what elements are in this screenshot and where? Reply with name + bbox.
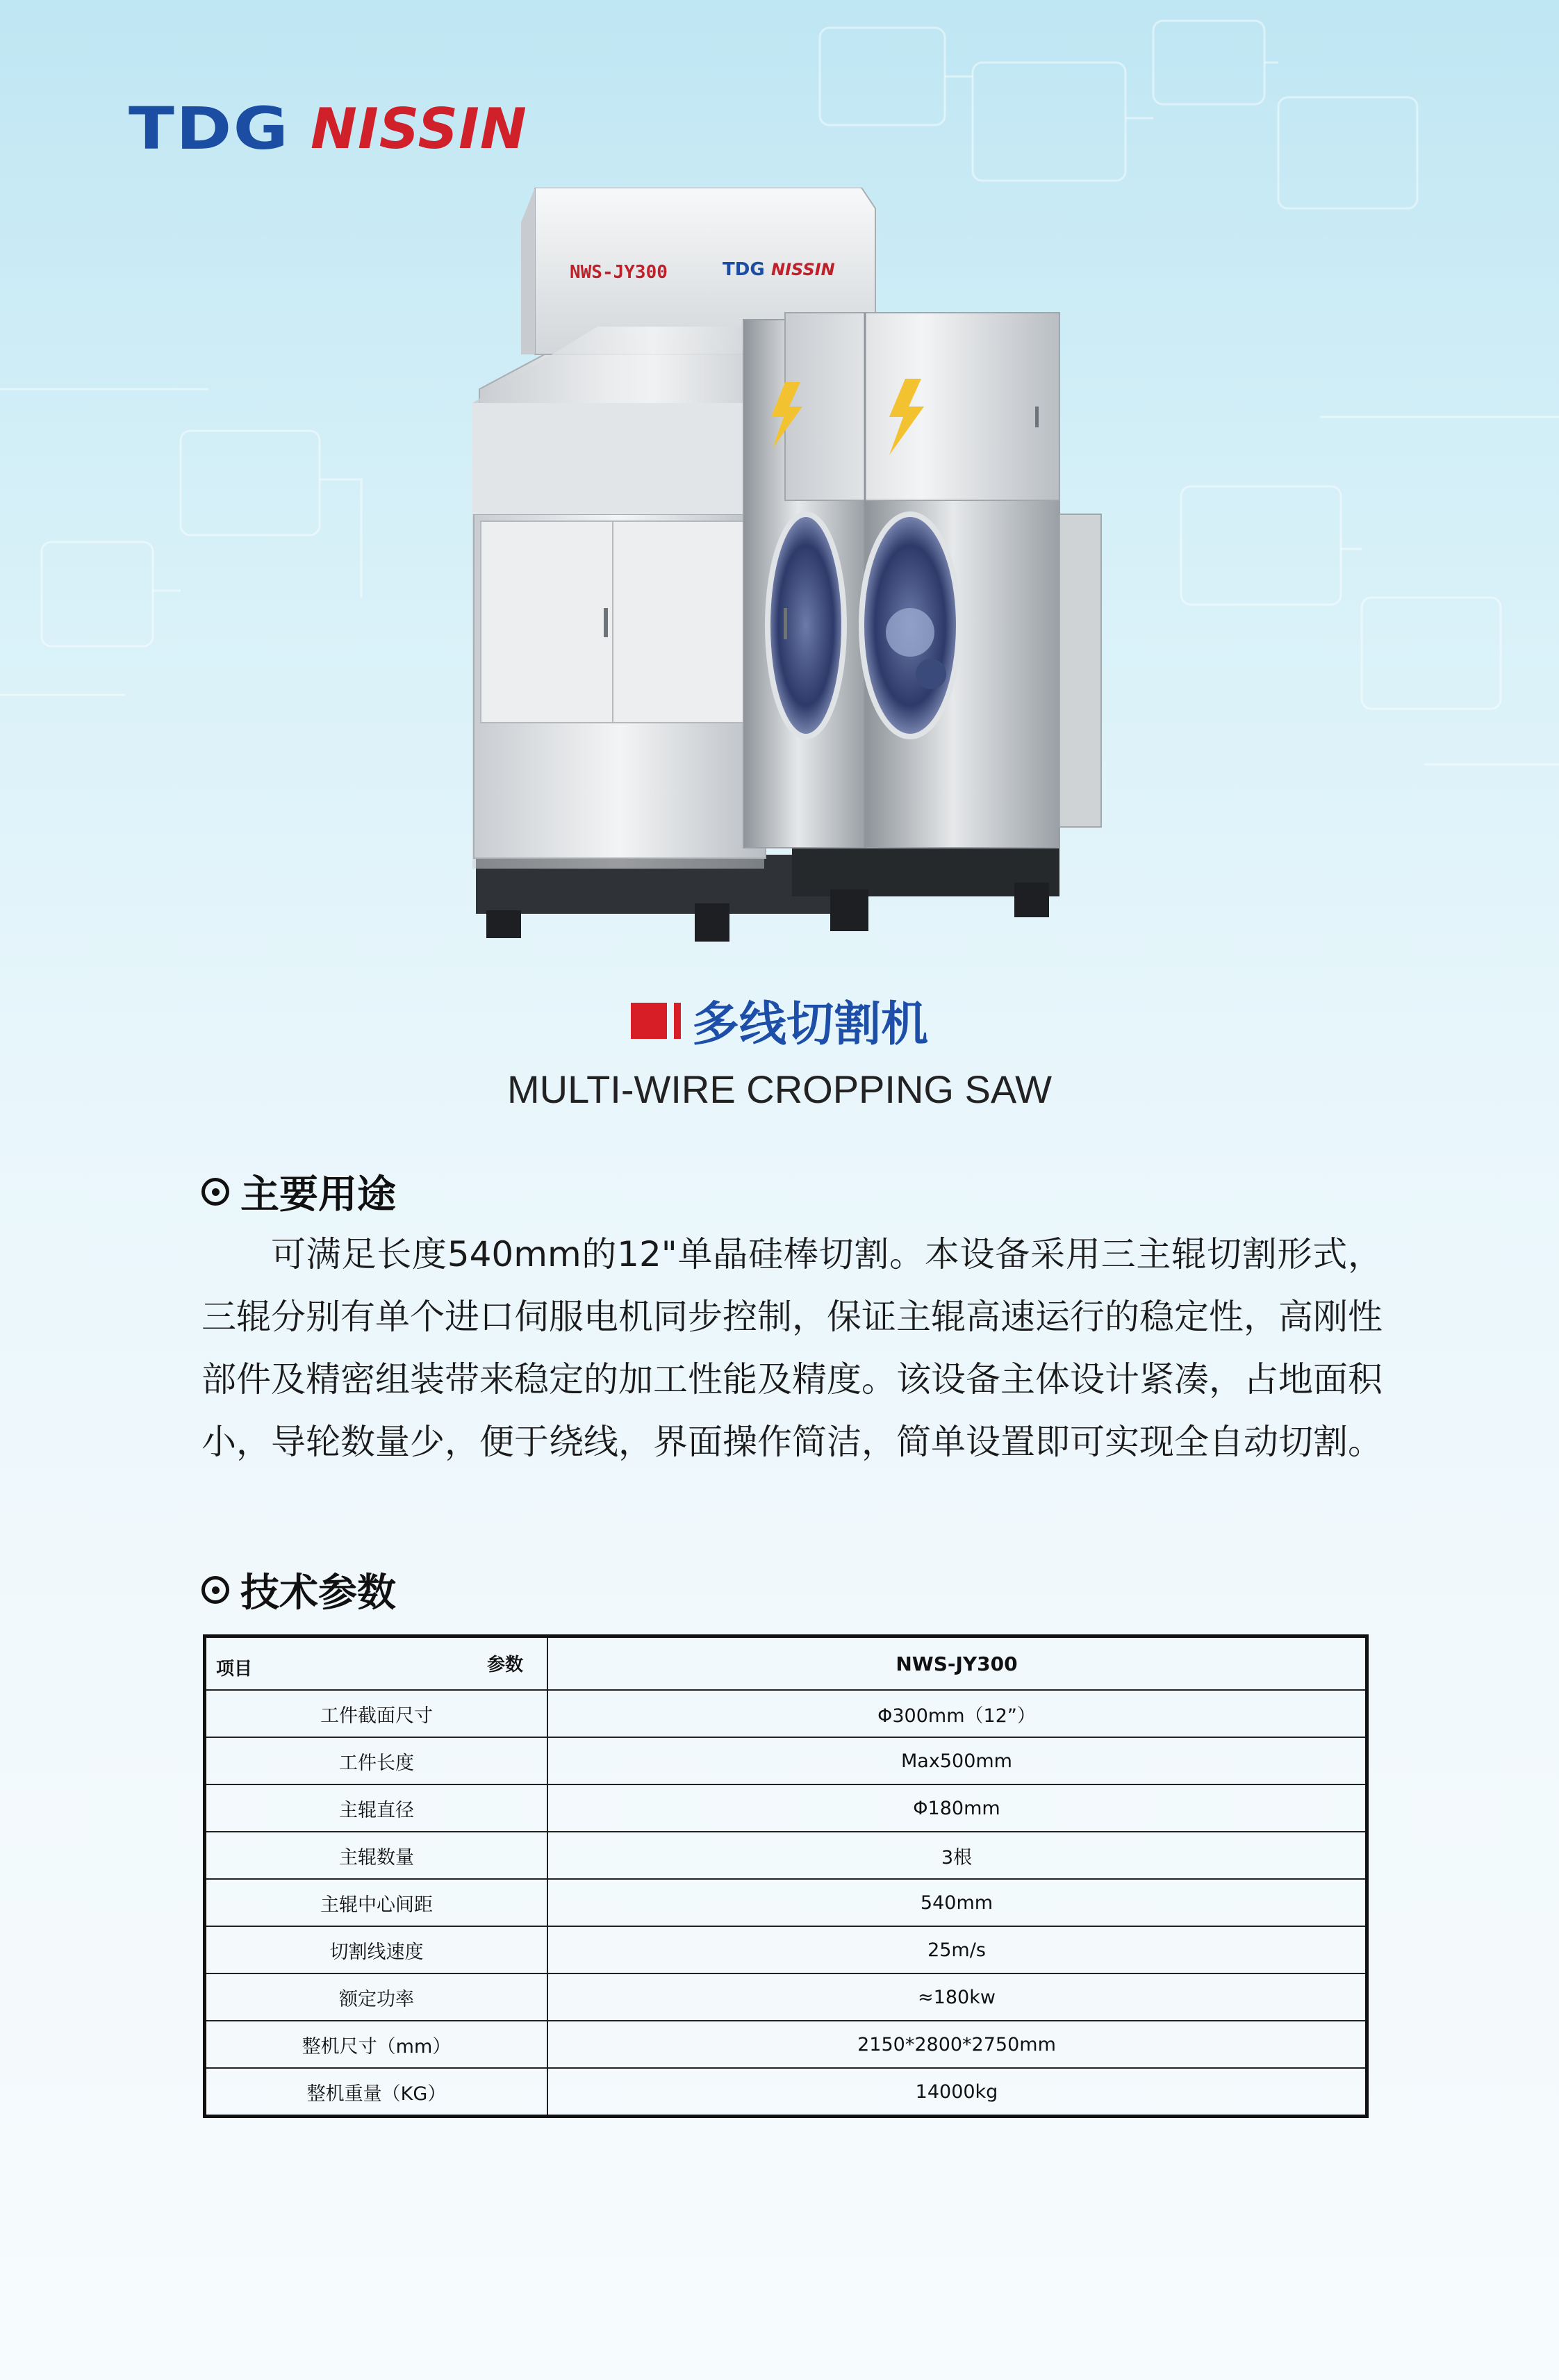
spec-value: Φ300mm（12”） bbox=[547, 1690, 1367, 1737]
spec-value: Max500mm bbox=[547, 1737, 1367, 1784]
title-red-square bbox=[631, 1003, 667, 1039]
header-item-param-cell bbox=[205, 1636, 548, 1691]
usage-heading bbox=[201, 1164, 396, 1220]
brand-logo bbox=[129, 95, 527, 163]
spec-label: 工件截面尺寸 bbox=[205, 1690, 548, 1737]
spec-table-header bbox=[205, 1636, 1367, 1691]
usage-paragraph: 可满足长度540mm的12"单晶硅棒切割。本设备采用三主辊切割形式，三辊分别有单个进口伺服电机同步控制，保证主辊高速运行的稳定性，高刚性部件及精密组装带来稳定的加工性能及精度。该设备主体设计紧凑，占地面积小，导轮数量少，便于绕线，界面操作简洁，简单设置即可实现全自动切割。 bbox=[201, 1234, 1383, 1462]
table-row bbox=[205, 1926, 1367, 1973]
spec-label: 额定功率 bbox=[205, 1973, 548, 2021]
table-row bbox=[205, 1784, 1367, 1832]
product-title bbox=[0, 987, 1559, 1054]
header-model-label: NWS-JY300 bbox=[547, 1636, 1367, 1691]
logo-nissin-text: NISSIN bbox=[310, 96, 527, 161]
spec-value: Φ180mm bbox=[547, 1784, 1367, 1832]
spec-label: 主辊直径 bbox=[205, 1784, 548, 1832]
spec-label: 工件长度 bbox=[205, 1737, 548, 1784]
logo-tdg-text: TDG bbox=[129, 95, 290, 163]
spec-table bbox=[203, 1634, 1369, 2118]
spec-value: 14000kg bbox=[547, 2068, 1367, 2117]
spec-value: 25m/s bbox=[547, 1926, 1367, 1973]
table-row bbox=[205, 2068, 1367, 2117]
header-param-label: 参数 bbox=[486, 1655, 523, 1675]
table-row bbox=[205, 1690, 1367, 1737]
table-row bbox=[205, 1832, 1367, 1879]
product-title-en: MULTI-WIRE CROPPING SAW bbox=[507, 1067, 1052, 1111]
table-row bbox=[205, 1973, 1367, 2021]
machine-brand-nissin: NISSIN bbox=[771, 260, 835, 279]
target-circle-icon bbox=[201, 1576, 229, 1604]
product-title-cn: 多线切割机 bbox=[691, 997, 928, 1052]
usage-heading-text: 主要用途 bbox=[240, 1172, 396, 1217]
spec-value: ≈180kw bbox=[547, 1973, 1367, 2021]
spec-value: 3根 bbox=[547, 1832, 1367, 1879]
spec-label: 主辊中心间距 bbox=[205, 1879, 548, 1926]
table-row bbox=[205, 1879, 1367, 1926]
title-red-bar bbox=[674, 1003, 681, 1039]
specs-heading-text: 技术参数 bbox=[240, 1570, 396, 1616]
table-row bbox=[205, 2021, 1367, 2068]
spec-label: 主辊数量 bbox=[205, 1832, 548, 1879]
header-item-label: 项目 bbox=[216, 1659, 253, 1680]
spec-label: 切割线速度 bbox=[205, 1926, 548, 1973]
table-row bbox=[205, 1737, 1367, 1784]
spec-value: 2150*2800*2750mm bbox=[547, 2021, 1367, 2068]
machine-model-label: NWS-JY300 bbox=[570, 262, 668, 283]
target-circle-icon bbox=[201, 1178, 229, 1206]
specs-heading bbox=[201, 1562, 396, 1618]
spec-label: 整机尺寸（mm） bbox=[205, 2021, 548, 2068]
spec-label: 整机重量（KG） bbox=[205, 2068, 548, 2117]
spec-value: 540mm bbox=[547, 1879, 1367, 1926]
machine-illustration bbox=[445, 188, 1112, 952]
machine-brand-tdg: TDG bbox=[723, 259, 765, 280]
